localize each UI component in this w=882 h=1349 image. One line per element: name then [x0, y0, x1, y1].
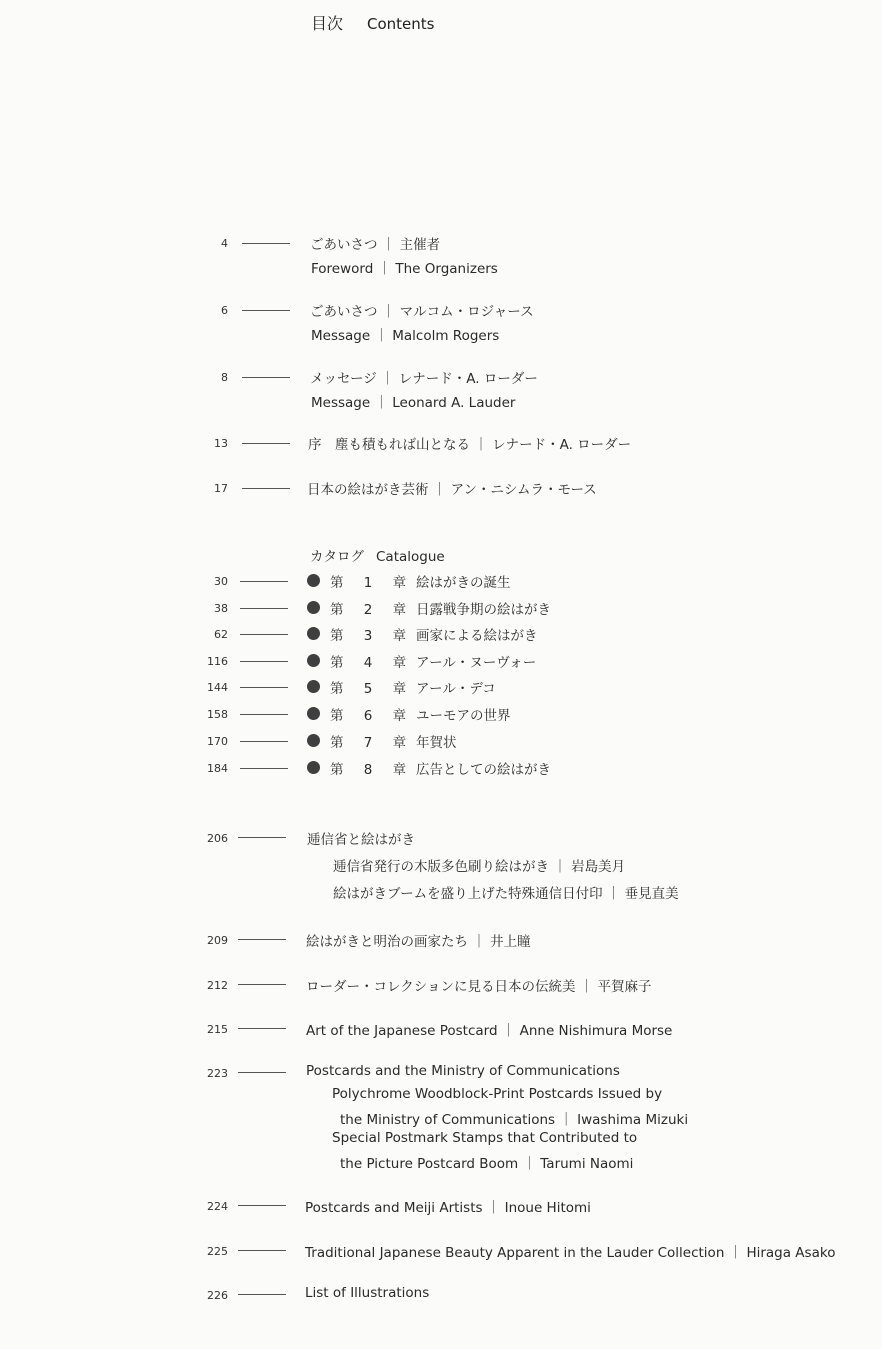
leader-rule — [242, 443, 290, 444]
chapter-entry[interactable] — [0, 651, 882, 673]
page-number: 170 — [207, 735, 228, 748]
chapter-bullet-icon — [307, 654, 320, 667]
title-ja: 目次 — [311, 14, 344, 33]
leader-rule — [240, 714, 288, 715]
page-number: 116 — [207, 655, 228, 668]
entry-title: Art of the Japanese Postcard ｜ Anne Nishimura Morse — [306, 1023, 673, 1039]
chapter-number: 第 8 章 — [330, 762, 415, 778]
entry-title-en: Message ｜ Malcolm Rogers — [311, 328, 500, 344]
leader-rule — [238, 1028, 286, 1029]
entry-title: Postcards and Meiji Artists ｜ Inoue Hitomi — [305, 1200, 591, 1216]
entry-subtitle: the Picture Postcard Boom ｜ Tarumi Naomi — [340, 1156, 634, 1172]
chapter-number: 第 5 章 — [330, 681, 415, 697]
page-number: 158 — [207, 708, 228, 721]
leader-rule — [242, 243, 290, 244]
leader-rule — [238, 939, 286, 940]
catalogue-heading — [310, 545, 445, 565]
page-number: 30 — [214, 575, 228, 588]
leader-rule — [238, 1205, 286, 1206]
entry-title: ローダー・コレクションに見る日本の伝統美 ｜ 平賀麻子 — [306, 979, 652, 995]
chapter-title: 画家による絵はがき — [416, 628, 538, 644]
leader-rule — [240, 634, 288, 635]
page-number: 17 — [214, 482, 228, 495]
page-number: 8 — [221, 371, 228, 384]
chapter-title: 日露戦争期の絵はがき — [416, 602, 551, 618]
chapter-title: 年賀状 — [416, 735, 457, 751]
chapter-number: 第 4 章 — [330, 655, 415, 671]
chapter-bullet-icon — [307, 707, 320, 720]
entry-title: Traditional Japanese Beauty Apparent in the Lauder Collection ｜ Hiraga Asako — [305, 1245, 836, 1261]
chapter-entry[interactable] — [0, 731, 882, 753]
chapter-bullet-icon — [307, 574, 320, 587]
leader-rule — [240, 661, 288, 662]
page-number: 62 — [214, 628, 228, 641]
chapter-bullet-icon — [307, 627, 320, 640]
chapter-entry[interactable] — [0, 571, 882, 593]
leader-rule — [242, 310, 290, 311]
entry-title-en: Message ｜ Leonard A. Lauder — [311, 395, 516, 411]
chapter-title: アール・ヌーヴォー — [416, 655, 537, 671]
leader-rule — [238, 837, 286, 838]
chapter-entry[interactable] — [0, 624, 882, 646]
chapter-bullet-icon — [307, 680, 320, 693]
page-number: 224 — [207, 1200, 228, 1213]
entry-title-ja: 日本の絵はがき芸術 ｜ アン・ニシムラ・モース — [307, 482, 597, 498]
entry-subtitle: Special Postmark Stamps that Contributed to — [332, 1130, 638, 1146]
entry-subtitle: 絵はがきブームを盛り上げた特殊通信日付印 ｜ 垂見直美 — [333, 886, 679, 902]
page-number: 4 — [221, 237, 228, 250]
chapter-bullet-icon — [307, 761, 320, 774]
entry-title-ja: ごあいさつ ｜ マルコム・ロジャース — [310, 304, 534, 320]
leader-rule — [240, 741, 288, 742]
leader-rule — [242, 488, 290, 489]
entry-title: List of Illustrations — [305, 1285, 430, 1301]
leader-rule — [240, 687, 288, 688]
chapter-entry[interactable] — [0, 758, 882, 780]
chapter-bullet-icon — [307, 601, 320, 614]
leader-rule — [240, 768, 288, 769]
chapter-title: ユーモアの世界 — [416, 708, 511, 724]
entry-title: 絵はがきと明治の画家たち ｜ 井上瞳 — [306, 934, 531, 950]
chapter-title: 絵はがきの誕生 — [416, 575, 511, 591]
chapter-bullet-icon — [307, 734, 320, 747]
chapter-number: 第 2 章 — [330, 602, 415, 618]
entry-subtitle: the Ministry of Communications ｜ Iwashima Mizuki — [340, 1112, 689, 1128]
chapter-title: アール・デコ — [416, 681, 496, 697]
page-number: 144 — [207, 681, 228, 694]
page-number: 13 — [214, 437, 228, 450]
leader-rule — [240, 608, 288, 609]
chapter-number: 第 3 章 — [330, 628, 415, 644]
page-number: 184 — [207, 762, 228, 775]
page-number: 226 — [207, 1289, 228, 1302]
page-number: 225 — [207, 1245, 228, 1258]
title-en: Contents — [367, 15, 435, 33]
leader-rule — [238, 1072, 286, 1073]
chapter-entry[interactable] — [0, 677, 882, 699]
page-number: 215 — [207, 1023, 228, 1036]
entry-title: Postcards and the Ministry of Communications — [306, 1063, 620, 1079]
entry-title: 逓信省と絵はがき — [307, 832, 415, 848]
leader-rule — [242, 377, 290, 378]
page-number: 38 — [214, 602, 228, 615]
leader-rule — [238, 1294, 286, 1295]
entry-subtitle: Polychrome Woodblock-Print Postcards Issued by — [332, 1086, 663, 1102]
chapter-number: 第 7 章 — [330, 735, 415, 751]
catalogue-label-en: Catalogue — [376, 549, 445, 565]
entry-title-ja: メッセージ ｜ レナード・A. ローダー — [310, 371, 538, 387]
leader-rule — [238, 984, 286, 985]
page-title — [311, 11, 435, 34]
chapter-number: 第 6 章 — [330, 708, 415, 724]
entry-title-ja: ごあいさつ ｜ 主催者 — [310, 237, 441, 253]
chapter-entry[interactable] — [0, 704, 882, 726]
page-number: 206 — [207, 832, 228, 845]
chapter-entry[interactable] — [0, 598, 882, 620]
entry-title-ja: 序 塵も積もれば山となる ｜ レナード・A. ローダー — [308, 437, 632, 453]
chapter-title: 広告としての絵はがき — [416, 762, 551, 778]
chapter-number: 第 1 章 — [330, 575, 415, 591]
page-number: 212 — [207, 979, 228, 992]
leader-rule — [240, 581, 288, 582]
page-number: 223 — [207, 1067, 228, 1080]
catalogue-label-ja: カタログ — [310, 549, 364, 565]
leader-rule — [238, 1250, 286, 1251]
page-number: 6 — [221, 304, 228, 317]
entry-subtitle: 逓信省発行の木版多色刷り絵はがき ｜ 岩島美月 — [333, 859, 626, 875]
page-number: 209 — [207, 934, 228, 947]
entry-title-en: Foreword ｜ The Organizers — [311, 261, 498, 277]
